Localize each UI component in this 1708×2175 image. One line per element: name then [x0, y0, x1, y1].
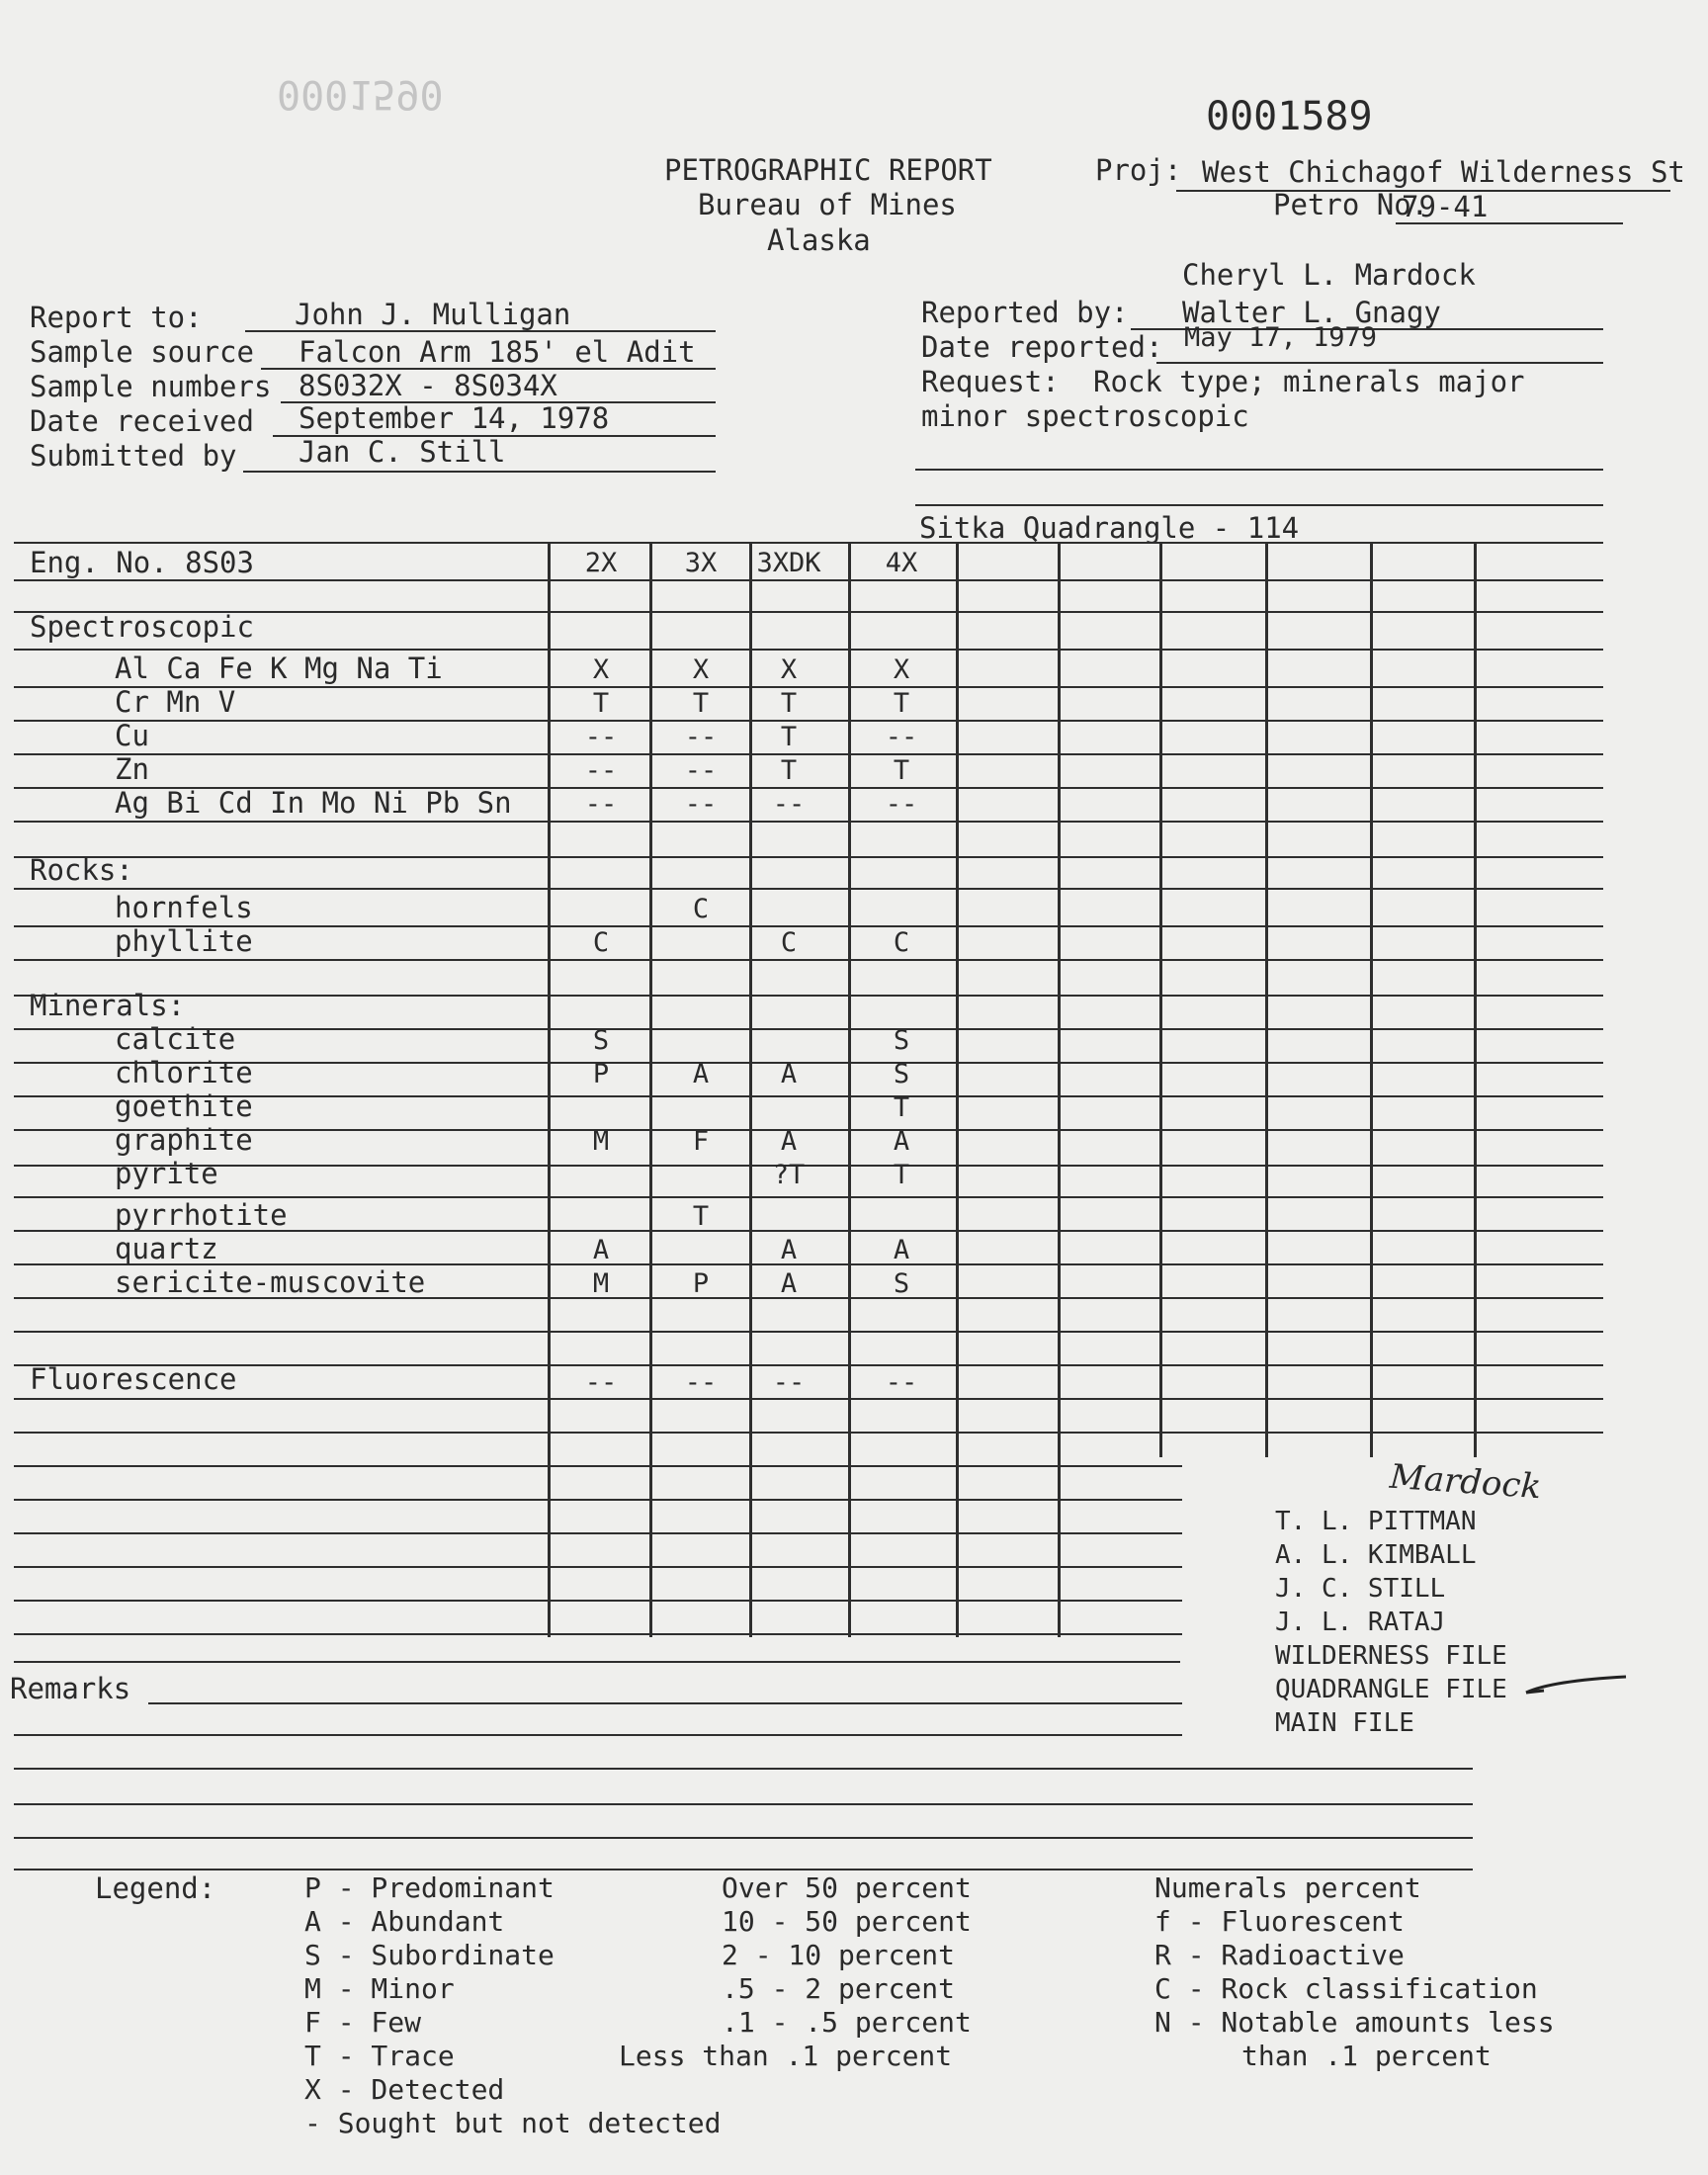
col-header-3x: 3X [684, 548, 718, 578]
eng-no: Eng. No. 8S03 [30, 546, 254, 579]
distribution-item: T. L. PITTMAN [1275, 1507, 1477, 1536]
date-reported-label: Date reported: [921, 330, 1163, 364]
distribution-item: A. L. KIMBALL [1275, 1540, 1477, 1570]
table-column-rule [548, 542, 551, 1637]
table-rule [14, 579, 1603, 581]
table-rule [14, 1364, 1603, 1366]
cell-spectro-3-2: T [780, 755, 798, 786]
cell-mineral-5-1: T [692, 1201, 710, 1232]
cell-mineral-1-0: P [592, 1059, 610, 1089]
cell-mineral-7-0: M [592, 1268, 610, 1299]
table-column-rule [1370, 542, 1373, 1457]
legend-right: f - Fluorescent [1154, 1905, 1405, 1938]
cell-mineral-1-3: S [893, 1059, 910, 1089]
row-label-spectro-1: Cr Mn V [115, 685, 236, 719]
sample-numbers-value: 8S032X - 8S034X [299, 369, 557, 402]
legend-right: N - Notable amounts less [1154, 2006, 1555, 2039]
cell-rock-1-0: C [592, 927, 610, 958]
legend-code: - Sought but not detected [304, 2107, 722, 2139]
legend-code: P - Predominant [304, 1871, 555, 1904]
table-column-rule [1265, 542, 1268, 1457]
table-rule [14, 1465, 1182, 1467]
cell-spectro-4-1: -- [684, 789, 718, 820]
table-rule [14, 542, 1603, 544]
cell-mineral-7-3: S [893, 1268, 910, 1299]
cell-mineral-4-3: T [893, 1160, 910, 1190]
row-label-mineral-3: graphite [115, 1123, 253, 1157]
quadrangle: Sitka Quadrangle - 114 [919, 511, 1300, 545]
cell-mineral-3-0: M [592, 1126, 610, 1157]
cell-spectro-2-2: T [780, 722, 798, 752]
ghost-number: 0001590 [277, 71, 444, 117]
table-column-rule [956, 542, 959, 1637]
cell-mineral-6-2: A [780, 1235, 798, 1265]
legend-right: than .1 percent [1241, 2040, 1492, 2072]
fluorescence-label: Fluorescence [30, 1362, 237, 1396]
report-location: Alaska [767, 223, 871, 257]
row-label-mineral-2: goethite [115, 1089, 253, 1123]
table-column-rule [1058, 542, 1061, 1637]
legend-range: Less than .1 percent [619, 2040, 953, 2072]
table-rule [14, 1499, 1182, 1501]
table-rule [14, 720, 1603, 722]
distribution-item: WILDERNESS FILE [1275, 1641, 1507, 1671]
cell-mineral-4-2: ?T [772, 1160, 806, 1190]
cell-spectro-2-1: -- [684, 722, 718, 752]
cell-mineral-3-1: F [692, 1126, 710, 1157]
table-column-rule [848, 542, 851, 1637]
submitted-by-value: Jan C. Still [299, 435, 506, 469]
minerals-heading: Minerals: [30, 989, 186, 1022]
cell-mineral-0-3: S [893, 1025, 910, 1056]
table-rule [14, 1566, 1182, 1568]
cell-spectro-4-3: -- [885, 789, 918, 820]
cell-spectro-3-1: -- [684, 755, 718, 786]
table-column-rule [649, 542, 652, 1637]
legend-code: X - Detected [304, 2073, 505, 2106]
table-rule [14, 649, 1603, 651]
col-header-3xdk: 3XDK [756, 548, 821, 578]
rocks-heading: Rocks: [30, 853, 133, 887]
cell-mineral-7-2: A [780, 1268, 798, 1299]
request-line-2: minor spectroscopic [921, 399, 1249, 433]
cell-spectro-1-1: T [692, 688, 710, 719]
sample-numbers-label: Sample numbers [30, 370, 272, 403]
row-label-spectro-2: Cu [115, 719, 149, 752]
cell-rock-1-2: C [780, 927, 798, 958]
cell-mineral-2-3: T [893, 1092, 910, 1123]
table-rule [14, 995, 1603, 997]
spectroscopic-heading: Spectroscopic [30, 610, 254, 644]
legend-range: .1 - .5 percent [722, 2006, 972, 2039]
legend-code: T - Trace [304, 2040, 455, 2072]
legend-code: F - Few [304, 2006, 422, 2039]
table-column-rule [1474, 542, 1477, 1457]
cell-rock-0-1: C [692, 894, 710, 924]
table-rule [14, 821, 1603, 823]
legend-code: A - Abundant [304, 1905, 505, 1938]
legend-range: .5 - 2 percent [722, 1972, 956, 2005]
legend-label: Legend: [95, 1871, 216, 1905]
legend-right: C - Rock classification [1154, 1972, 1538, 2005]
proj-label: Proj: [1095, 153, 1182, 187]
petro-label: Petro No. [1273, 188, 1429, 221]
row-label-mineral-4: pyrite [115, 1157, 218, 1190]
cell-mineral-7-1: P [692, 1268, 710, 1299]
col-header-2x: 2X [584, 548, 618, 578]
legend-right: Numerals percent [1154, 1871, 1421, 1904]
table-rule [14, 1600, 1182, 1602]
col-header-4x: 4X [885, 548, 918, 578]
report-subtitle: Bureau of Mines [698, 188, 957, 221]
row-label-rock-0: hornfels [115, 891, 253, 924]
distribution-item: MAIN FILE [1275, 1708, 1414, 1738]
row-label-spectro-4: Ag Bi Cd In Mo Ni Pb Sn [115, 786, 512, 820]
request-line-1: Rock type; minerals major [1093, 365, 1525, 398]
document-number: 0001589 [1206, 94, 1373, 139]
table-rule [14, 888, 1603, 890]
date-received-label: Date received [30, 404, 254, 438]
sample-source-label: Sample source [30, 335, 254, 369]
cell-fluorescence-1: -- [684, 1367, 718, 1398]
cell-spectro-3-0: -- [584, 755, 618, 786]
cell-spectro-0-2: X [780, 654, 798, 685]
signature: Mardock [1388, 1456, 1543, 1508]
cell-spectro-4-2: -- [772, 789, 806, 820]
distribution-item: J. C. STILL [1275, 1574, 1446, 1604]
cell-mineral-1-2: A [780, 1059, 798, 1089]
table-rule [14, 1532, 1182, 1534]
submitted-by-label: Submitted by [30, 439, 237, 473]
cell-spectro-0-1: X [692, 654, 710, 685]
remarks-label: Remarks [10, 1672, 131, 1705]
row-label-rock-1: phyllite [115, 924, 253, 958]
row-label-spectro-3: Zn [115, 752, 149, 786]
cell-rock-1-3: C [893, 927, 910, 958]
row-label-mineral-1: chlorite [115, 1056, 253, 1089]
cell-spectro-1-3: T [893, 688, 910, 719]
table-rule [14, 856, 1603, 858]
distribution-item: QUADRANGLE FILE [1275, 1675, 1507, 1704]
cell-mineral-6-3: A [893, 1235, 910, 1265]
row-label-mineral-0: calcite [115, 1022, 236, 1056]
distribution-item: J. L. RATAJ [1275, 1608, 1446, 1637]
row-label-spectro-0: Al Ca Fe K Mg Na Ti [115, 652, 443, 685]
sample-source-value: Falcon Arm 185' el Adit [299, 335, 696, 369]
row-label-mineral-5: pyrrhotite [115, 1198, 288, 1232]
table-rule [14, 1398, 1603, 1400]
table-rule [14, 959, 1603, 961]
remarks-line [148, 1702, 1182, 1704]
reported-by-label: Reported by: [921, 296, 1129, 329]
table-rule [14, 1331, 1603, 1333]
row-label-mineral-6: quartz [115, 1232, 218, 1265]
cell-spectro-0-0: X [592, 654, 610, 685]
cell-mineral-1-1: A [692, 1059, 710, 1089]
reporter-1: Cheryl L. Mardock [1182, 258, 1476, 292]
remarks-line [14, 1768, 1473, 1770]
cell-mineral-6-0: A [592, 1235, 610, 1265]
cell-fluorescence-2: -- [772, 1367, 806, 1398]
remarks-line [14, 1803, 1473, 1805]
legend-code: M - Minor [304, 1972, 455, 2005]
report-to-label: Report to: [30, 301, 203, 334]
proj-value: West Chichagof Wilderness St [1202, 155, 1685, 189]
legend-range: Over 50 percent [722, 1871, 972, 1904]
cell-spectro-4-0: -- [584, 789, 618, 820]
legend-right: R - Radioactive [1154, 1939, 1405, 1971]
legend-range: 2 - 10 percent [722, 1939, 956, 1971]
report-to-value: John J. Mulligan [295, 298, 571, 331]
cell-spectro-0-3: X [893, 654, 910, 685]
remarks-line [14, 1837, 1473, 1839]
legend-code: S - Subordinate [304, 1939, 555, 1971]
remarks-line [14, 1869, 1473, 1870]
cell-spectro-3-3: T [893, 755, 910, 786]
cell-spectro-1-2: T [780, 688, 798, 719]
cell-spectro-1-0: T [592, 688, 610, 719]
report-title: PETROGRAPHIC REPORT [664, 153, 992, 187]
remarks-line [14, 1734, 1182, 1736]
cell-fluorescence-3: -- [885, 1367, 918, 1398]
table-rule [14, 1028, 1603, 1030]
table-rule [14, 1633, 1182, 1635]
reporter-2: Walter L. Gnagy [1182, 296, 1441, 329]
cell-spectro-2-0: -- [584, 722, 618, 752]
cell-mineral-0-0: S [592, 1025, 610, 1056]
table-column-rule [1159, 542, 1162, 1457]
petro-value: 79-41 [1402, 190, 1489, 223]
table-rule [14, 1661, 1180, 1663]
legend-range: 10 - 50 percent [722, 1905, 972, 1938]
table-rule [14, 753, 1603, 755]
cell-spectro-2-3: -- [885, 722, 918, 752]
request-label: Request: [921, 365, 1060, 398]
cell-fluorescence-0: -- [584, 1367, 618, 1398]
table-column-rule [749, 542, 752, 1637]
check-mark-icon [1522, 1671, 1631, 1700]
table-rule [14, 686, 1603, 688]
cell-mineral-3-3: A [893, 1126, 910, 1157]
date-received-value: September 14, 1978 [299, 401, 610, 435]
row-label-mineral-7: sericite-muscovite [115, 1265, 426, 1299]
date-reported-value: May 17, 1979 [1184, 322, 1378, 353]
table-rule [14, 1432, 1603, 1434]
cell-mineral-3-2: A [780, 1126, 798, 1157]
